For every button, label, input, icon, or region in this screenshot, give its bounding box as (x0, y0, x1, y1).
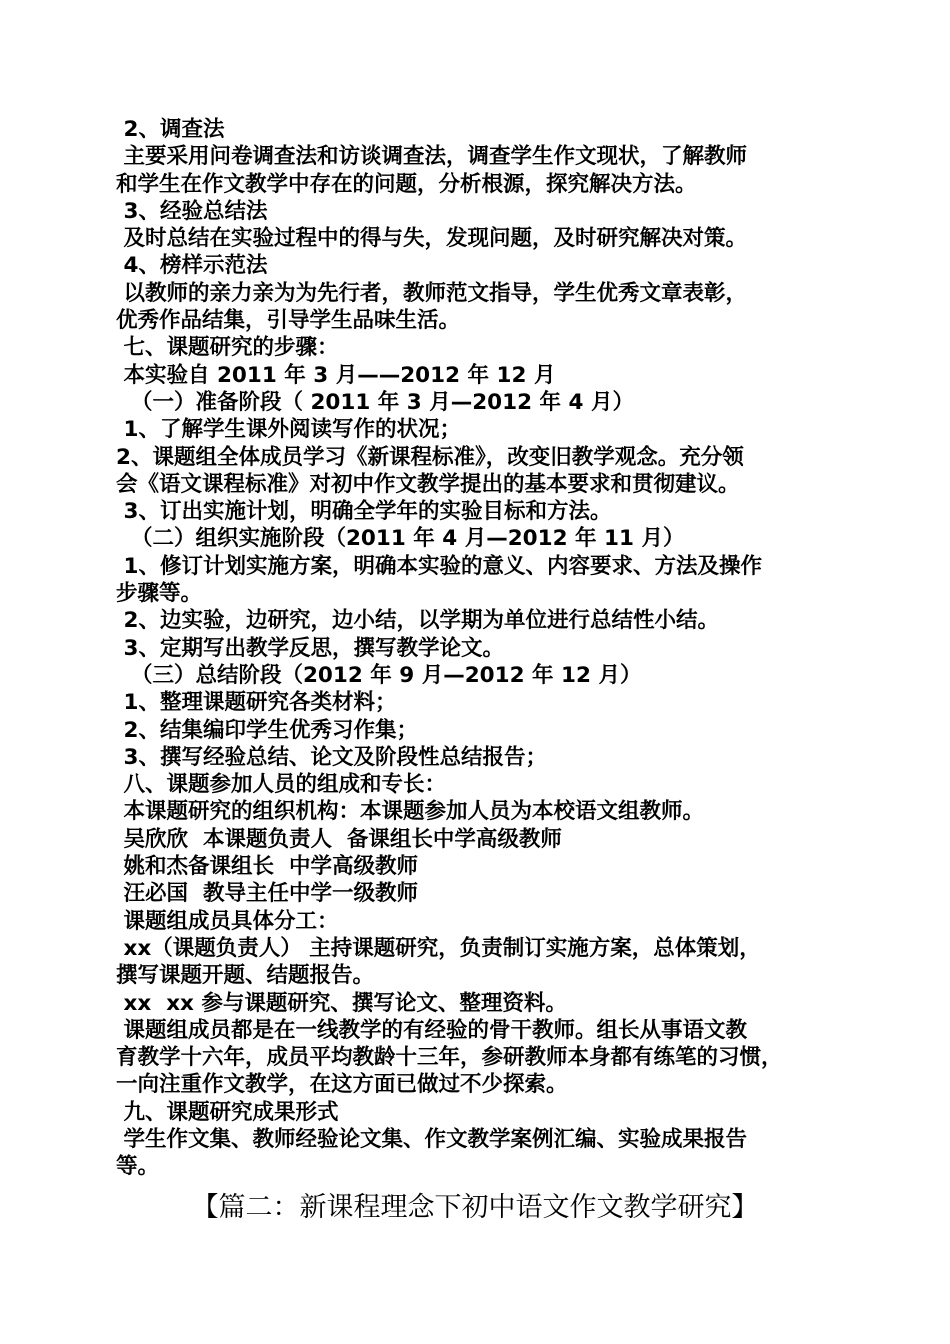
section-heading-role-model: 4、榜样示范法 (116, 253, 268, 279)
subsection-heading-preparation: （一）准备阶段（ 2011 年 3 月—2012 年 4 月） (116, 389, 634, 415)
paragraph-line: 以教师的亲力亲为为先行者，教师范文指导，学生优秀文章表彰， (116, 280, 747, 306)
list-item: 3、订出实施计划，明确全学年的实验目标和方法。 (116, 499, 612, 525)
list-item: 1、了解学生课外阅读写作的状况； (116, 417, 461, 443)
list-item: 1、修订计划实施方案，明确本实验的意义、内容要求、方法及操作 (116, 553, 762, 579)
member-line: 汪必国 教导主任中学一级教师 (116, 881, 418, 907)
paragraph-line: 本实验自 2011 年 3 月——2012 年 12 月 (116, 362, 556, 388)
paragraph-line: xx（课题负责人） 主持课题研究，负责制订实施方案，总体策划， (116, 935, 761, 961)
chapter-title: 【篇二：新课程理念下初中语文作文教学研究】 (191, 1192, 759, 1223)
list-item: 2、边实验，边研究，边小结，以学期为单位进行总结性小结。 (116, 608, 719, 634)
member-line: 吴欣欣 本课题负责人 备课组长中学高级教师 (116, 826, 562, 852)
list-item: 3、撰写经验总结、论文及阶段性总结报告； (116, 744, 547, 770)
paragraph-line: 步骤等。 (116, 581, 203, 607)
section-heading-research-steps: 七、课题研究的步骤： (116, 335, 339, 361)
paragraph-line: 撰写课题开题、结题报告。 (116, 963, 375, 989)
paragraph-line: 学生作文集、教师经验论文集、作文教学案例汇编、实验成果报告 (116, 1126, 747, 1152)
paragraph-line: 等。 (116, 1154, 160, 1180)
document-body (116, 116, 846, 1181)
section-heading-experience-summary: 3、经验总结法 (116, 198, 268, 224)
paragraph-line: 主要采用问卷调查法和访谈调查法，调查学生作文现状，了解教师 (116, 144, 747, 170)
section-heading-outcomes: 九、课题研究成果形式 (116, 1099, 339, 1125)
paragraph-line: 和学生在作文教学中存在的问题，分析根源，探究解决方法。 (116, 171, 697, 197)
paragraph-line: 本课题研究的组织机构：本课题参加人员为本校语文组教师。 (116, 799, 704, 825)
member-line: 姚和杰备课组长 中学高级教师 (116, 854, 418, 880)
subsection-heading-implementation: （二）组织实施阶段（2011 年 4 月—2012 年 11 月） (116, 526, 685, 552)
paragraph-line: xx xx 参与课题研究、撰写论文、整理资料。 (116, 990, 567, 1016)
paragraph-line: 育教学十六年，成员平均教龄十三年，参研教师本身都有练笔的习惯， (116, 1045, 783, 1071)
section-heading-survey-method: 2、调查法 (116, 117, 225, 142)
list-item: 1、整理课题研究各类材料； (116, 690, 397, 716)
section-heading-members: 八、课题参加人员的组成和专长： (116, 772, 446, 798)
list-item: 2、结集编印学生优秀习作集； (116, 717, 418, 743)
paragraph-line: 一向注重作文教学，在这方面已做过不少探索。 (116, 1072, 568, 1098)
paragraph-line: 优秀作品结集，引导学生品味生活。 (116, 308, 461, 334)
list-item: 3、定期写出教学反思，撰写教学论文。 (116, 635, 504, 661)
paragraph-line: 会《语文课程标准》对初中作文教学提出的基本要求和贯彻建议。 (116, 471, 740, 497)
paragraph-line: 课题组成员具体分工： (116, 908, 339, 934)
paragraph-line: 及时总结在实验过程中的得与失，发现问题，及时研究解决对策。 (116, 226, 747, 252)
subsection-heading-summary: （三）总结阶段（2012 年 9 月—2012 年 12 月） (116, 662, 642, 688)
paragraph-line: 课题组成员都是在一线教学的有经验的骨干教师。组长从事语文教 (116, 1017, 747, 1043)
list-item: 2、课题组全体成员学习《新课程标准》，改变旧教学观念。充分领 (116, 444, 744, 470)
